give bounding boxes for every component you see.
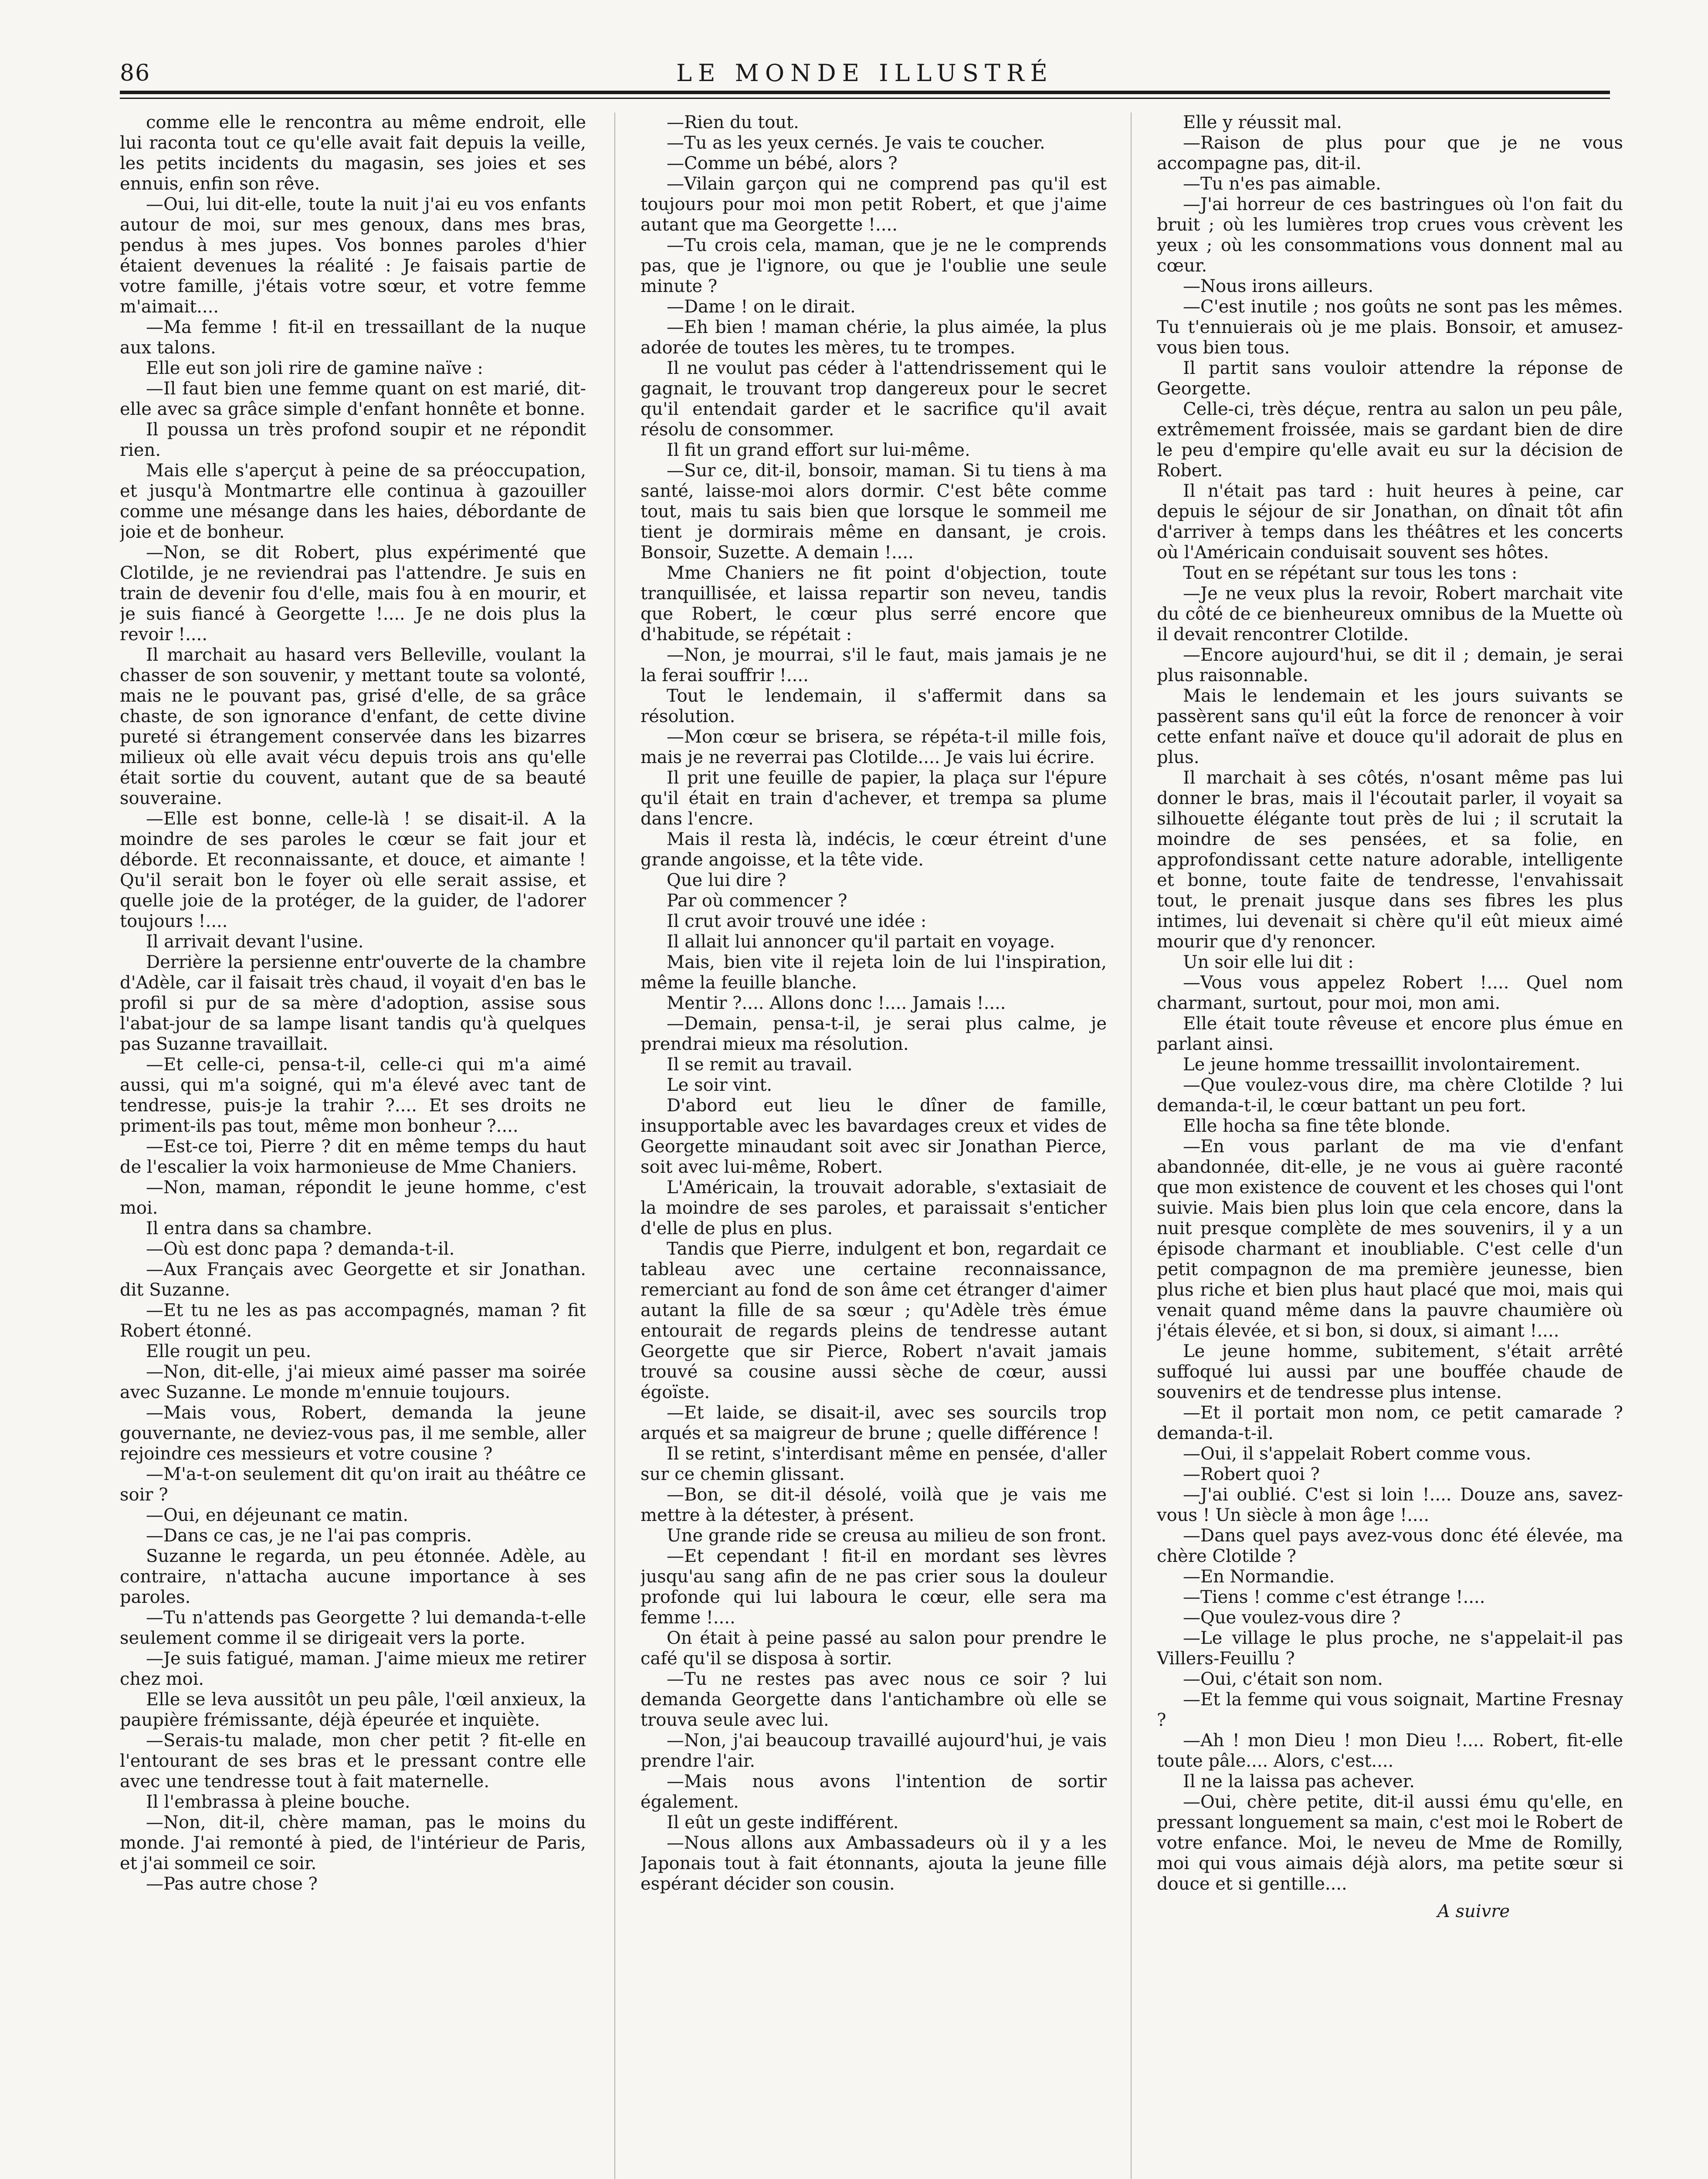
paragraph: Mais il resta là, indécis, le cœur étreint d'une grande angoisse, et la tête vide. <box>640 829 1107 870</box>
paragraph: Il marchait à ses côtés, n'osant même pas lui donner le bras, mais il l'écoutait parler, il voyait sa silhouette élégante tout près de lui ; il scrutait la moindre de ses pensées, et sa folie, en approfondissant cette nature adorable, intelligente et bonne, toute faite de tendresse, l'envahissait tout, le prenait jusque dans ses fibres les plus intimes, lui devenait si chère qu'il eût mieux aimé mourir que d'y renoncer. <box>1157 768 1623 952</box>
paragraph: —Ma femme ! fit-il en tressaillant de la nuque aux talons. <box>120 317 586 358</box>
paragraph: Mais le lendemain et les jours suivants se passèrent sans qu'il eût la force de renoncer à voir cette enfant naïve et douce qu'il adorait de plus en plus. <box>1157 686 1623 767</box>
paragraph: Elle eut son joli rire de gamine naïve : <box>146 358 483 378</box>
text-column-left <box>120 112 586 2179</box>
paragraph: —Est-ce toi, Pierre ? dit en même temps du haut de l'escalier la voix harmonieuse de Mme Chaniers. <box>120 1137 586 1177</box>
paragraph: —Oui, chère petite, dit-il aussi ému qu'elle, en pressant longuement sa main, c'est moi le Robert de votre enfance. Moi, le neveu de Mme de Romilly, moi qui vous aimais déjà alors, ma petite sœur si douce et si gentille.... <box>1157 1792 1623 1894</box>
paragraph: Suzanne le regarda, un peu étonnée. Adèle, au contraire, n'attacha aucune importance à ses paroles. <box>120 1546 586 1607</box>
paragraph: Il fit un grand effort sur lui-même. <box>667 440 970 460</box>
paragraph: Par où commencer ? <box>667 891 847 911</box>
paragraph: —J'ai oublié. C'est si loin !.... Douze ans, savez-vous ! Un siècle à mon âge !.... <box>1157 1485 1623 1525</box>
paragraph: —Tu n'attends pas Georgette ? lui demanda-t-elle seulement comme il se dirigeait vers la porte. <box>120 1608 586 1648</box>
text-column-right <box>1157 112 1623 2179</box>
paragraph: Il crut avoir trouvé une idée : <box>667 911 927 931</box>
paragraph: Il eût un geste indifférent. <box>667 1812 899 1833</box>
page-header <box>120 56 1610 91</box>
paragraph: —Oui, en déjeunant ce matin. <box>146 1505 409 1525</box>
paragraph: Mme Chaniers ne fit point d'objection, toute tranquillisée, et laissa repartir son neveu, tandis que Robert, le cœur plus serré encore que d'habitude, se répétait : <box>640 563 1107 645</box>
paragraph: —Tu crois cela, maman, que je ne le comprends pas, que je l'ignore, ou que je l'oublie une seule minute ? <box>640 235 1107 296</box>
paragraph: —Il faut bien une femme quant on est marié, dit-elle avec sa grâce simple d'enfant honnête et bonne. <box>120 379 586 419</box>
paragraph: L'Américain, la trouvait adorable, s'extasiait de la moindre de ses paroles, et paraissait s'enticher d'elle de plus en plus. <box>640 1178 1107 1239</box>
paragraph: —Et cependant ! fit-il en mordant ses lèvres jusqu'au sang afin de ne pas crier sous la douleur profonde qui lui laboura le cœur, elle sera ma femme !.... <box>640 1546 1107 1628</box>
paragraph: —Serais-tu malade, mon cher petit ? fit-elle en l'entourant de ses bras et le pressant contre elle avec une tendresse tout à fait maternelle. <box>120 1731 586 1792</box>
paragraph: —Robert quoi ? <box>1183 1464 1320 1484</box>
journal-title: LE MONDE ILLUSTRÉ <box>676 59 1054 87</box>
paragraph: —C'est inutile ; nos goûts ne sont pas les mêmes. Tu t'ennuierais où je me plais. Bonsoir, et amusez-vous bien tous. <box>1157 297 1623 358</box>
paragraph: —Sur ce, dit-il, bonsoir, maman. Si tu tiens à ma santé, laisse-moi alors dormir. C'est bête comme tout, mais tu sais bien que lorsque le sommeil me tient je dormirais même en dansant, je crois. Bonsoir, Suzette. A demain !.... <box>640 461 1107 563</box>
paragraph: Il ne voulut pas céder à l'attendrissement qui le gagnait, le trouvant trop dangereux pour le secret qu'il entendait garder et le sacrifice qu'il avait résolu de consommer. <box>640 358 1107 440</box>
paragraph: —Nous irons ailleurs. <box>1183 276 1374 296</box>
paragraph: Mais, bien vite il rejeta loin de lui l'inspiration, même la feuille blanche. <box>640 952 1107 993</box>
paragraph: Elle se leva aussitôt un peu pâle, l'œil anxieux, la paupière frémissante, déjà épeurée et inquiète. <box>120 1690 586 1730</box>
paragraph: —Oui, il s'appelait Robert comme vous. <box>1183 1444 1532 1464</box>
paragraph: —Dans ce cas, je ne l'ai pas compris. <box>146 1526 472 1546</box>
paragraph: Il marchait au hasard vers Belleville, voulant la chasser de son souvenir, y mettant toute sa volonté, mais ne le pouvant pas, grisé d'elle, de sa grâce chaste, de son ignorance d'enfant, de cette divine pureté si étrangement conservée dans les bizarres milieux où elle avait vécu depuis trois ans qu'elle était sortie du couvent, autant que de sa beauté souveraine. <box>120 645 586 808</box>
paragraph: —Vous vous appelez Robert !.... Quel nom charmant, surtout, pour moi, mon ami. <box>1157 973 1623 1013</box>
page-number: 86 <box>120 60 151 86</box>
paragraph: —Et tu ne les as pas accompagnés, maman ? fit Robert étonné. <box>120 1300 586 1341</box>
paragraph: Celle-ci, très déçue, rentra au salon un peu pâle, extrêmement froissée, mais se gardant bien de dire le peu d'empire qu'elle avait eu sur la décision de Robert. <box>1157 399 1623 481</box>
paragraph: Tandis que Pierre, indulgent et bon, regardait ce tableau avec une certaine reconnaissance, remerciant au fond de son âme cet étranger d'aimer autant la fille de sa sœur ; qu'Adèle très émue entourait de regards pleins de tendresse autant Georgette que sir Pierce, Robert n'avait jamais trouvé sa cousine aussi sèche de cœur, aussi égoïste. <box>640 1239 1107 1402</box>
paragraph: Tout le lendemain, il s'affermit dans sa résolution. <box>640 686 1107 726</box>
paragraph: —Encore aujourd'hui, se dit il ; demain, je serai plus raisonnable. <box>1157 645 1623 686</box>
paragraph: —Dans quel pays avez-vous donc été élevée, ma chère Clotilde ? <box>1157 1526 1623 1566</box>
paragraph: Il entra dans sa chambre. <box>146 1218 373 1239</box>
paragraph: —Mais vous, Robert, demanda la jeune gouvernante, ne deviez-vous pas, il me semble, aller rejoindre ces messieurs et votre cousine ? <box>120 1403 586 1464</box>
paragraph: —Que voulez-vous dire ? <box>1183 1608 1401 1628</box>
paragraph: Le jeune homme, subitement, s'était arrêté suffoqué lui aussi par une bouffée chaude de souvenirs et de tendresse plus intense. <box>1157 1341 1623 1402</box>
paragraph: Derrière la persienne entr'ouverte de la chambre d'Adèle, car il faisait très chaud, il voyait d'en bas le profil si pur de sa mère d'adoption, assise sous l'abat-jour de sa lampe lisant tandis qu'à quelques pas Suzanne travaillait. <box>120 952 586 1054</box>
paragraph: Mentir ?.... Allons donc !.... Jamais !.... <box>667 993 1006 1013</box>
paragraph: —Oui, c'était son nom. <box>1183 1669 1383 1689</box>
paragraph: Il partit sans vouloir attendre la réponse de Georgette. <box>1157 358 1623 399</box>
paragraph: —Non, j'ai beaucoup travaillé aujourd'hui, je vais prendre l'air. <box>640 1731 1107 1771</box>
paragraph: D'abord eut lieu le dîner de famille, insupportable avec les bavardages creux et vides de Georgette minaudant soit avec sir Jonathan Pierce, soit avec lui-même, Robert. <box>640 1096 1107 1177</box>
paragraph: Il prit une feuille de papier, la plaça sur l'épure qu'il était en train d'achever, et trempa sa plume dans l'encre. <box>640 768 1107 829</box>
paragraph: comme elle le rencontra au même endroit, elle lui raconta tout ce qu'elle avait fait depuis la veille, les petits incidents du magasin, ses joies et ses ennuis, enfin son rêve. <box>120 112 586 194</box>
column-divider <box>614 112 615 2179</box>
paragraph: —Non, maman, répondit le jeune homme, c'est moi. <box>120 1178 586 1218</box>
paragraph: Le jeune homme tressaillit involontairement. <box>1183 1055 1581 1075</box>
paragraph: —Vilain garçon qui ne comprend pas qu'il est toujours pour moi mon petit Robert, et que j'aime autant que ma Georgette !.... <box>640 174 1107 235</box>
paragraph: Il se remit au travail. <box>667 1055 853 1075</box>
paragraph: Mais elle s'aperçut à peine de sa préoccupation, et jusqu'à Montmartre elle continua à gazouiller comme une mésange dans les haies, débordante de joie et de bonheur. <box>120 461 586 542</box>
paragraph: —Tu ne restes pas avec nous ce soir ? lui demanda Georgette dans l'antichambre où elle se trouva seule avec lui. <box>640 1669 1107 1730</box>
paragraph: Il ne la laissa pas achever. <box>1183 1772 1415 1792</box>
paragraph: Tout en se répétant sur tous les tons : <box>1183 563 1518 583</box>
paragraph: Elle hocha sa fine tête blonde. <box>1183 1116 1451 1136</box>
paragraph: —Dame ! on le dirait. <box>667 297 856 317</box>
paragraph: —Tu n'es pas aimable. <box>1183 174 1381 194</box>
paragraph: Que lui dire ? <box>667 870 786 890</box>
paragraph: Il n'était pas tard : huit heures à peine, car depuis le séjour de sir Jonathan, on dînait tôt afin d'arriver à temps dans les théâtres et les concerts où l'Américain conduisait souvent ses hôtes. <box>1157 481 1623 563</box>
paragraph: —Ah ! mon Dieu ! mon Dieu !.... Robert, fit-elle toute pâle.... Alors, c'est.... <box>1157 1731 1623 1771</box>
paragraph: —Non, dit-il, chère maman, pas le moins du monde. J'ai remonté à pied, de l'intérieur de Paris, et j'ai sommeil ce soir. <box>120 1812 586 1874</box>
paragraph: —Où est donc papa ? demanda-t-il. <box>146 1239 455 1259</box>
paragraph: —Non, dit-elle, j'ai mieux aimé passer ma soirée avec Suzanne. Le monde m'ennuie toujours. <box>120 1362 586 1402</box>
paragraph: —Nous allons aux Ambassadeurs où il y a les Japonais tout à fait étonnants, ajouta la jeune fille espérant décider son cousin. <box>640 1833 1107 1894</box>
paragraph: Il se retint, s'interdisant même en pensée, d'aller sur ce chemin glissant. <box>640 1444 1107 1484</box>
paragraph: —Et celle-ci, pensa-t-il, celle-ci qui m'a aimé aussi, qui m'a soigné, qui m'a élevé avec tant de tendresse, puis-je la trahir ?.... Et ses droits ne priment-ils pas tout, même mon bonheur ?.... <box>120 1055 586 1136</box>
paragraph: —Tu as les yeux cernés. Je vais te coucher. <box>667 133 1045 153</box>
paragraph: —Et laide, se disait-il, avec ses sourcils trop arqués et sa maigreur de brune ; quelle différence ! <box>640 1403 1107 1443</box>
paragraph: —Comme un bébé, alors ? <box>667 153 898 173</box>
paragraph: —Mais nous avons l'intention de sortir également. <box>640 1772 1107 1812</box>
paragraph: Elle rougit un peu. <box>146 1341 312 1361</box>
to-be-continued: A suivre <box>1437 1901 1510 1921</box>
paragraph: —Rien du tout. <box>667 112 799 132</box>
paragraph: —Que voulez-vous dire, ma chère Clotilde ? lui demanda-t-il, le cœur battant un peu fort. <box>1157 1075 1623 1116</box>
paragraph: —Non, je mourrai, s'il le faut, mais jamais je ne la ferai souffrir !.... <box>640 645 1107 686</box>
paragraph: —Demain, pensa-t-il, je serai plus calme, je prendrai mieux ma résolution. <box>640 1014 1107 1054</box>
text-column-middle <box>640 112 1107 2179</box>
paragraph: —Eh bien ! maman chérie, la plus aimée, la plus adorée de toutes les mères, tu te trompes. <box>640 317 1107 358</box>
paragraph: —Elle est bonne, celle-là ! se disait-il. A la moindre de ses paroles le cœur se fait jour et déborde. Et reconnaissante, et douce, et aimante ! Qu'il serait bon le foyer où elle serait assise, et quelle joie de la protéger, de la guider, de l'adorer toujours !.... <box>120 809 586 931</box>
paragraph: —Et il portait mon nom, ce petit camarade ? demanda-t-il. <box>1157 1403 1623 1443</box>
paragraph: —Raison de plus pour que je ne vous accompagne pas, dit-il. <box>1157 133 1623 173</box>
paragraph: Elle était toute rêveuse et encore plus émue en parlant ainsi. <box>1157 1014 1623 1054</box>
paragraph: Il poussa un très profond soupir et ne répondit rien. <box>120 420 586 460</box>
column-divider <box>1131 112 1132 2179</box>
paragraph: —Et la femme qui vous soignait, Martine Fresnay ? <box>1157 1690 1623 1730</box>
paragraph: Il allait lui annoncer qu'il partait en voyage. <box>667 932 1055 952</box>
paragraph: Une grande ride se creusa au milieu de son front. <box>667 1526 1107 1546</box>
paragraph: —Bon, se dit-il désolé, voilà que je vais me mettre à la détester, à présent. <box>640 1485 1107 1525</box>
paragraph: Un soir elle lui dit : <box>1183 952 1354 972</box>
paragraph: —Je suis fatigué, maman. J'aime mieux me retirer chez moi. <box>120 1649 586 1689</box>
paragraph: —J'ai horreur de ces bastringues où l'on fait du bruit ; où les lumières trop crues vous crèvent les yeux ; où les consommations vous donnent mal au cœur. <box>1157 194 1623 276</box>
paragraph: —Je ne veux plus la revoir, Robert marchait vite du côté de ce bienheureux omnibus de la Muette où il devait rencontrer Clotilde. <box>1157 584 1623 645</box>
paragraph: Il arrivait devant l'usine. <box>146 932 364 952</box>
header-rule-thin <box>120 98 1610 99</box>
paragraph: Il l'embrassa à pleine bouche. <box>146 1792 410 1812</box>
paragraph: —Mon cœur se brisera, se répéta-t-il mille fois, mais je ne reverrai pas Clotilde.... Je vais lui écrire. <box>640 727 1107 767</box>
paragraph: —Pas autre chose ? <box>146 1874 318 1894</box>
paragraph: —Le village le plus proche, ne s'appelait-il pas Villers-Feuillu ? <box>1157 1628 1623 1669</box>
paragraph: On était à peine passé au salon pour prendre le café qu'il se disposa à sortir. <box>640 1628 1107 1669</box>
paragraph: —En Normandie. <box>1183 1567 1335 1587</box>
paragraph: —Aux Français avec Georgette et sir Jonathan. dit Suzanne. <box>120 1259 586 1300</box>
paragraph: —Oui, lui dit-elle, toute la nuit j'ai eu vos enfants autour de moi, sur mes genoux, dans mes bras, pendus à mes jupes. Vos bonnes paroles d'hier étaient devenues la réalité : Je faisais partie de votre famille, j'étais votre sœur, et votre femme m'aimait.... <box>120 194 586 317</box>
header-rule-thick <box>120 91 1610 94</box>
paragraph: —Non, se dit Robert, plus expérimenté que Clotilde, je ne reviendrai pas l'attendre. Je suis en train de devenir fou d'elle, mais fou à en mourir, et je suis fiancé à Georgette !.... Je ne dois plus la revoir !.... <box>120 543 586 645</box>
paragraph: Le soir vint. <box>667 1075 773 1095</box>
paragraph: —M'a-t-on seulement dit qu'on irait au théâtre ce soir ? <box>120 1464 586 1505</box>
paragraph: —En vous parlant de ma vie d'enfant abandonnée, dit-elle, je ne vous ai guère raconté que mon existence de couvent et les choses qui l'ont suivie. Mais bien plus loin que cela encore, dans la nuit presque complète de mes souvenirs, il y a un épisode charmant et inoubliable. C'est celle d'un petit compagnon de ma première jeunesse, bien plus riche et bien plus haut placé que moi, mais qui venait quand même dans la pauvre chaumière où j'étais élevée, et si bon, si doux, si aimant !.... <box>1157 1137 1623 1341</box>
paragraph: Elle y réussit mal. <box>1183 112 1342 132</box>
paragraph: —Tiens ! comme c'est étrange !.... <box>1183 1587 1485 1607</box>
